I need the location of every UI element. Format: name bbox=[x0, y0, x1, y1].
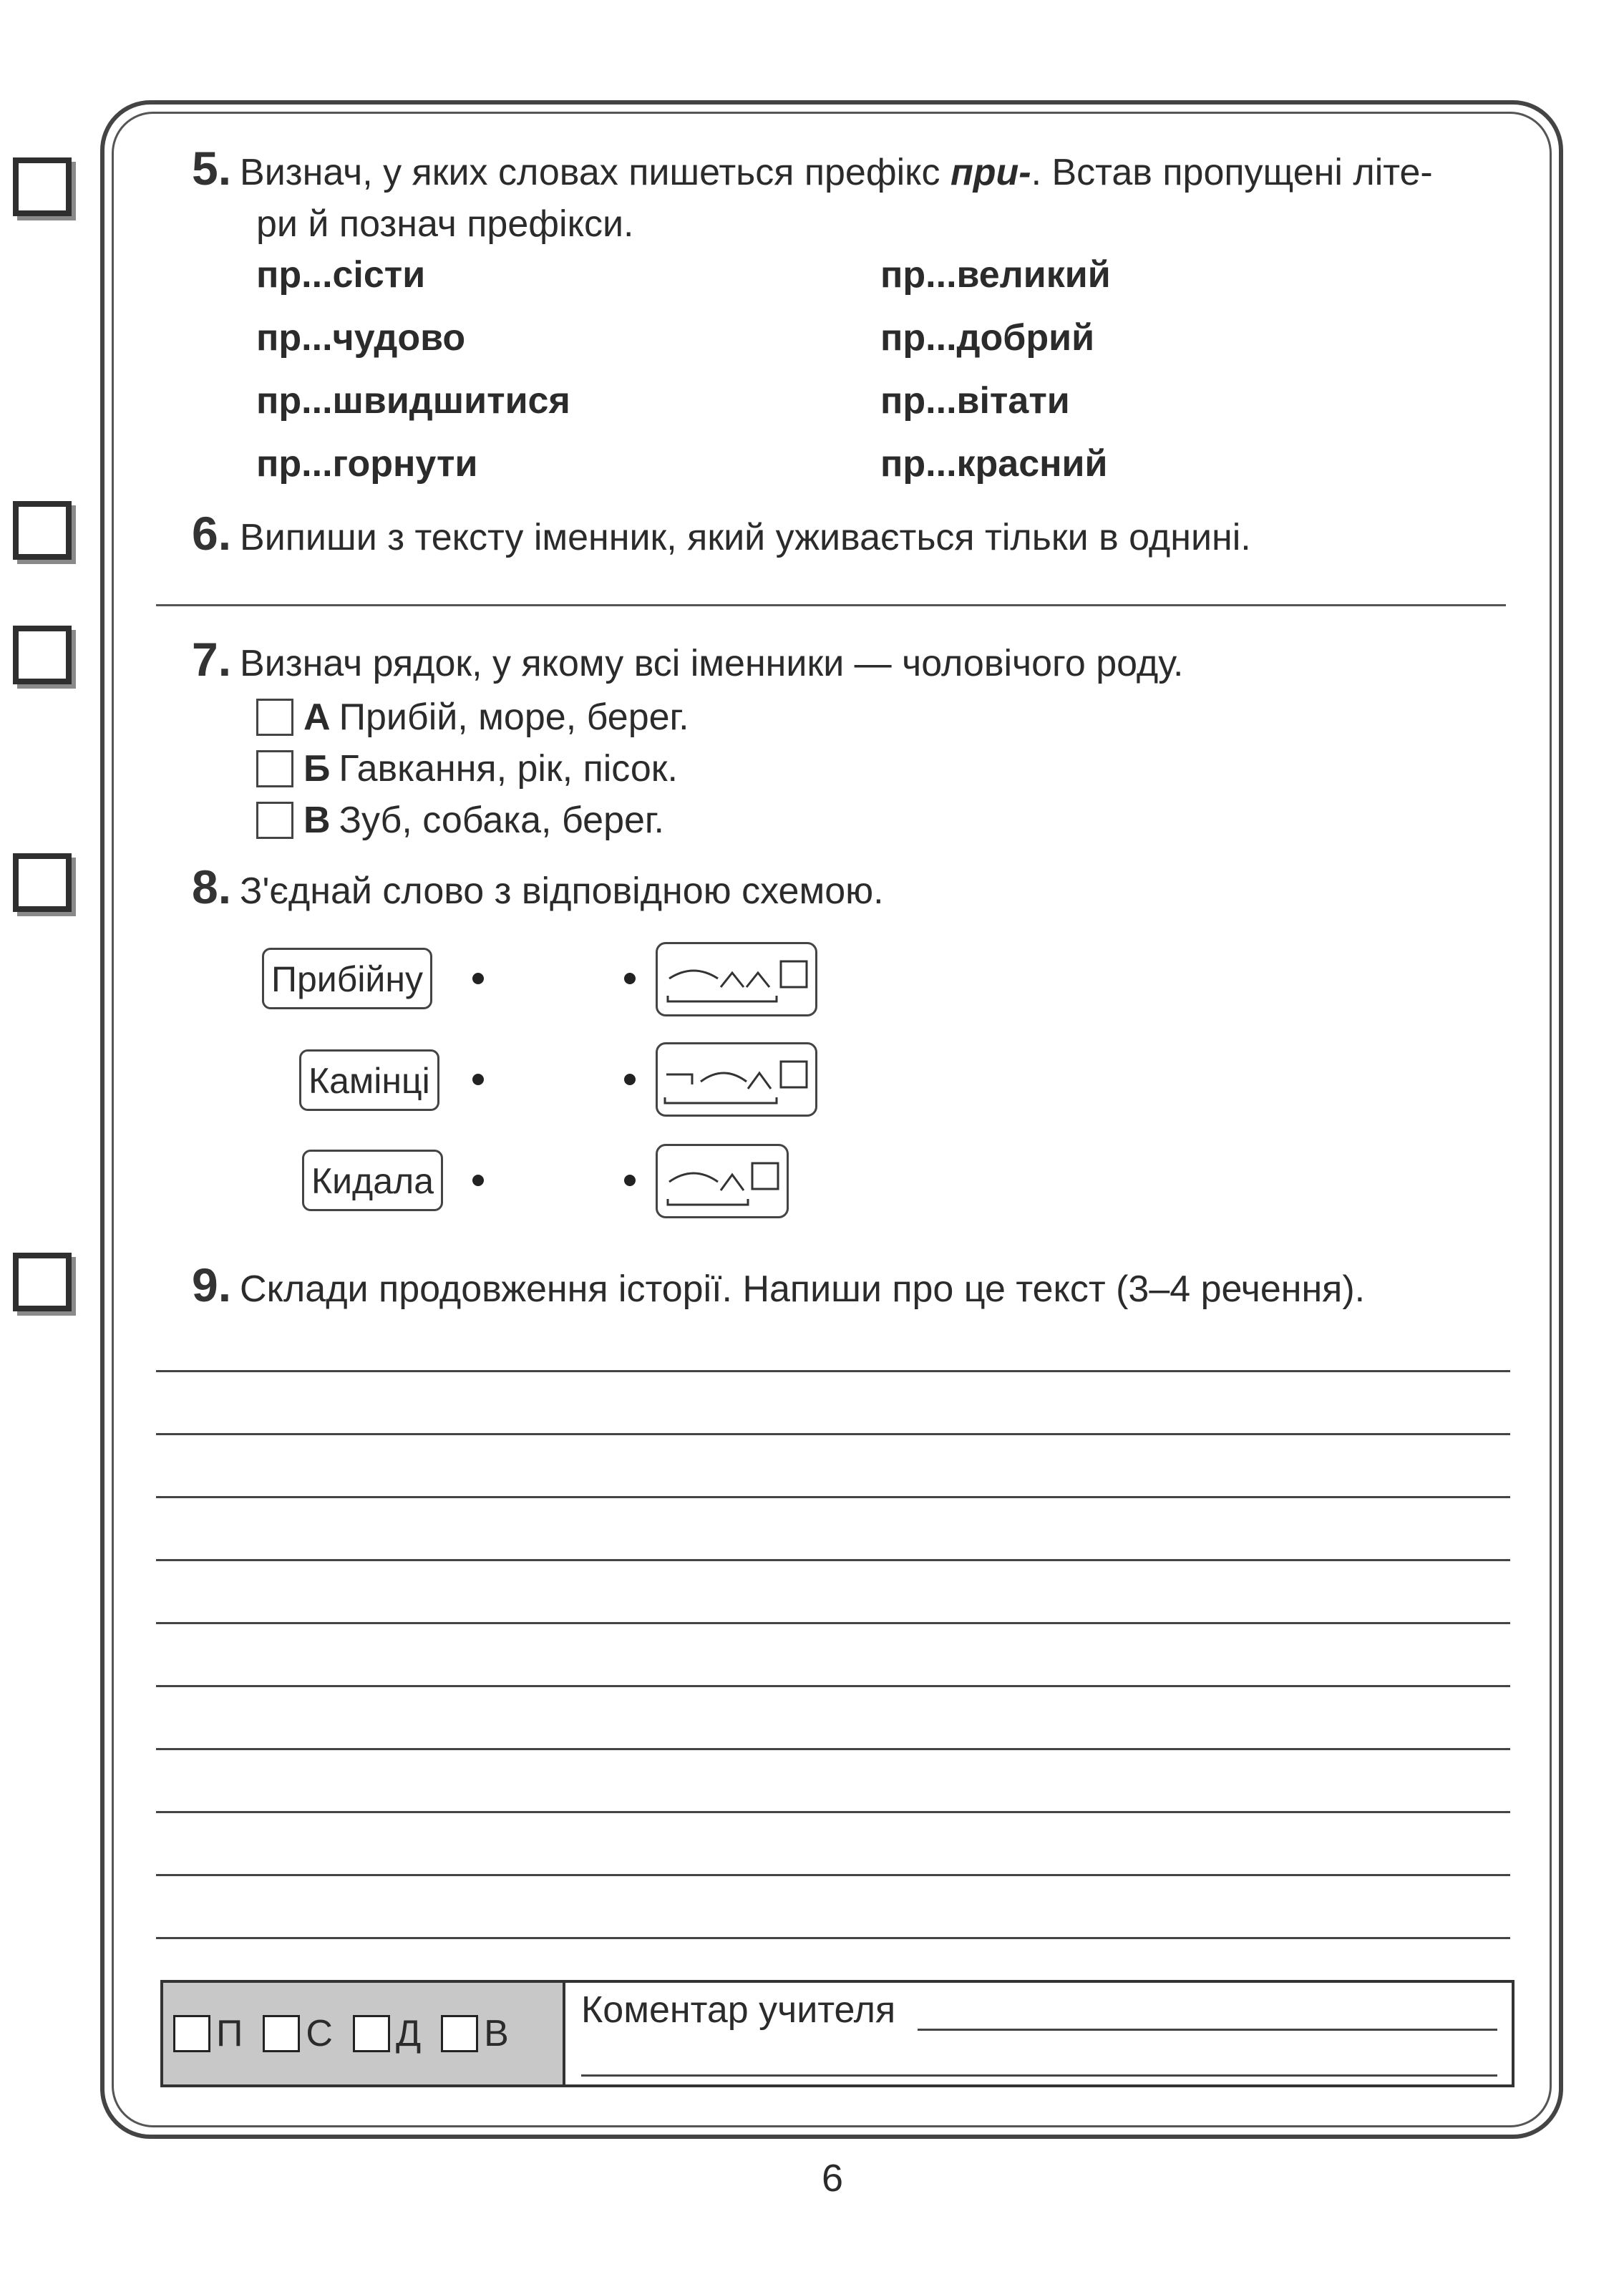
q7-option-b[interactable]: Б Гавкання, рік, пісок. bbox=[256, 747, 678, 790]
grade-checkbox[interactable] bbox=[173, 2015, 210, 2052]
comment-label: Коментар учителя bbox=[581, 1989, 896, 2031]
writing-line[interactable] bbox=[156, 1559, 1510, 1561]
scheme-root-suffix-ending bbox=[658, 1146, 791, 1220]
morpheme-scheme-1[interactable] bbox=[656, 942, 817, 1016]
q5-word: пр...швидшитися bbox=[256, 380, 570, 422]
score-box-q5[interactable] bbox=[13, 157, 72, 216]
q5-word: пр...добрий bbox=[880, 317, 1095, 359]
question-number: 6. bbox=[192, 507, 232, 560]
q8-word-box[interactable]: Прибійну bbox=[262, 948, 432, 1009]
q8-scheme-dot[interactable] bbox=[624, 1074, 636, 1085]
question-text: З'єднай слово з відповідною схемою. bbox=[240, 870, 884, 912]
teacher-comment bbox=[565, 1983, 1512, 2084]
question-5-line2: ри й познач префікси. bbox=[256, 203, 634, 245]
checkbox[interactable] bbox=[256, 802, 293, 839]
question-text: Випиши з тексту іменник, який уживається тільки в однині. bbox=[240, 517, 1251, 558]
q8-word-dot[interactable] bbox=[472, 1074, 484, 1085]
question-number: 7. bbox=[192, 633, 232, 686]
answer-line-q6[interactable] bbox=[156, 604, 1506, 606]
grade-checkbox[interactable] bbox=[263, 2015, 300, 2052]
question-6 bbox=[192, 505, 1251, 565]
q5-word: пр...вітати bbox=[880, 380, 1070, 422]
checkbox[interactable] bbox=[256, 750, 293, 787]
q8-scheme-dot[interactable] bbox=[624, 973, 636, 984]
assessment-footer bbox=[160, 1980, 1514, 2087]
score-box-q6[interactable] bbox=[13, 501, 72, 560]
score-box-q9[interactable] bbox=[13, 1253, 72, 1311]
checkbox[interactable] bbox=[256, 699, 293, 736]
grade-checkbox[interactable] bbox=[353, 2015, 390, 2052]
question-text-cont: . Встав пропущені літе- bbox=[1031, 152, 1433, 193]
question-5 bbox=[192, 140, 1433, 200]
grade-checkbox[interactable] bbox=[441, 2015, 478, 2052]
writing-line[interactable] bbox=[156, 1685, 1510, 1687]
comment-line[interactable] bbox=[581, 2074, 1497, 2077]
question-number: 9. bbox=[192, 1258, 232, 1311]
score-box-q8[interactable] bbox=[13, 853, 72, 912]
question-7 bbox=[192, 631, 1184, 691]
scheme-root-suffix-suffix-ending bbox=[658, 944, 820, 1019]
prefix-highlight: при- bbox=[950, 152, 1031, 193]
comment-line[interactable] bbox=[918, 2029, 1497, 2031]
q5-word: пр...горнути bbox=[256, 443, 478, 485]
q7-option-a[interactable]: А Прибій, море, берег. bbox=[256, 696, 689, 739]
q8-word-box[interactable]: Кидала bbox=[302, 1150, 443, 1211]
question-text: Склади продовження історії. Напиши про це текст (3–4 речення). bbox=[240, 1268, 1366, 1310]
question-8 bbox=[192, 859, 884, 919]
q5-word: пр...сісти bbox=[256, 254, 426, 296]
writing-line[interactable] bbox=[156, 1937, 1510, 1939]
score-box-q7[interactable] bbox=[13, 626, 72, 684]
q7-option-c[interactable]: В Зуб, собака, берег. bbox=[256, 799, 664, 842]
q8-scheme-dot[interactable] bbox=[624, 1175, 636, 1186]
q8-word-dot[interactable] bbox=[472, 1175, 484, 1186]
question-9 bbox=[192, 1257, 1365, 1317]
question-number: 8. bbox=[192, 860, 232, 913]
question-text: Визнач рядок, у якому всі іменники — чоловічого роду. bbox=[240, 643, 1184, 684]
q8-word-box[interactable]: Камінці bbox=[299, 1049, 439, 1111]
writing-line[interactable] bbox=[156, 1748, 1510, 1750]
q8-word-dot[interactable] bbox=[472, 973, 484, 984]
morpheme-scheme-2[interactable] bbox=[656, 1042, 817, 1117]
page-number: 6 bbox=[822, 2157, 844, 2200]
writing-line[interactable] bbox=[156, 1874, 1510, 1876]
q5-word: пр...чудово bbox=[256, 317, 466, 359]
grade-levels: П С Д В bbox=[163, 1983, 565, 2084]
writing-line[interactable] bbox=[156, 1370, 1510, 1372]
writing-line[interactable] bbox=[156, 1496, 1510, 1498]
writing-line[interactable] bbox=[156, 1433, 1510, 1435]
q5-word: пр...великий bbox=[880, 254, 1111, 296]
writing-line[interactable] bbox=[156, 1811, 1510, 1813]
writing-line[interactable] bbox=[156, 1622, 1510, 1624]
q5-word: пр...красний bbox=[880, 443, 1108, 485]
scheme-prefix-root-suffix-ending bbox=[658, 1044, 820, 1119]
morpheme-scheme-3[interactable] bbox=[656, 1144, 789, 1218]
question-text: Визнач, у яких словах пишеться префікс bbox=[240, 152, 950, 193]
question-number: 5. bbox=[192, 142, 232, 195]
